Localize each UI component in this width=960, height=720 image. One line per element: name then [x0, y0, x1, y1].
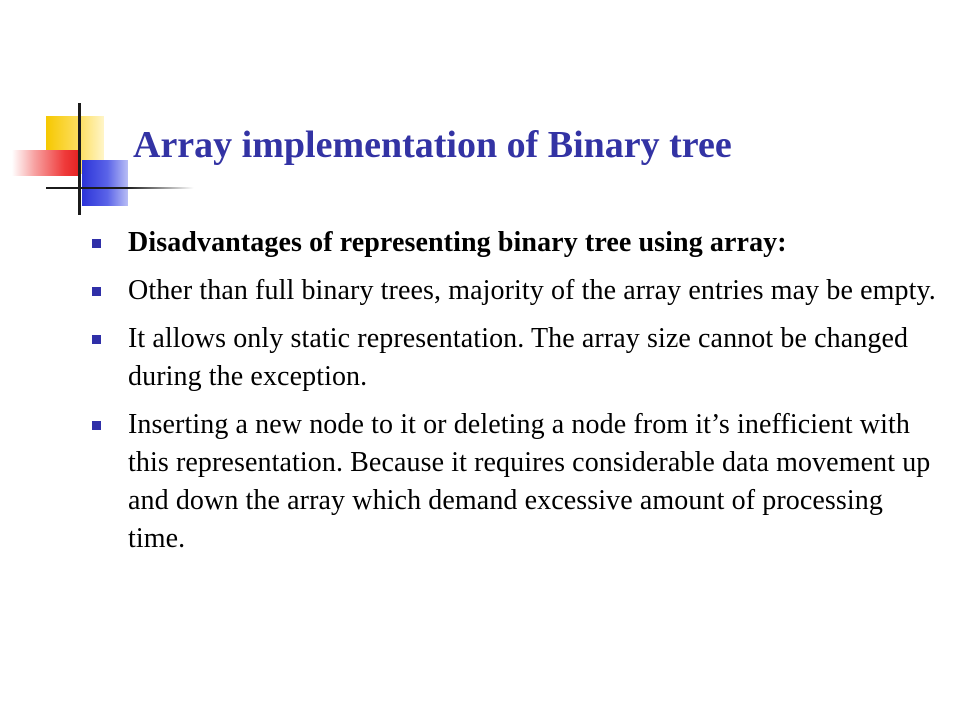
logo-red-bar: [12, 150, 78, 176]
bullet-list: [90, 224, 940, 568]
bullet-text: Inserting a new node to it or deleting a node from it’s inefficient with this representation. Because it requires considerable data movement up and down the array which demand excessive amount of processing time.: [128, 409, 931, 554]
logo-blue-square: [82, 160, 128, 206]
decorative-logo: [0, 0, 200, 230]
bullet-text: Other than full binary trees, majority of the array entries may be empty.: [128, 275, 936, 306]
bullet-item: [90, 320, 940, 396]
bullet-marker-icon: [92, 421, 101, 430]
bullet-item: [90, 272, 940, 310]
bullet-text: It allows only static representation. The array size cannot be changed during the exception.: [128, 323, 909, 392]
logo-horizontal-line: [46, 187, 194, 189]
logo-vertical-line: [78, 103, 81, 215]
bullet-text: Disadvantages of representing binary tree using array:: [128, 227, 787, 258]
bullet-marker-icon: [92, 239, 101, 248]
bullet-marker-icon: [92, 287, 101, 296]
bullet-item: [90, 406, 940, 558]
bullet-item: [90, 224, 940, 262]
slide-title: Array implementation of Binary tree: [133, 124, 732, 166]
bullet-marker-icon: [92, 335, 101, 344]
